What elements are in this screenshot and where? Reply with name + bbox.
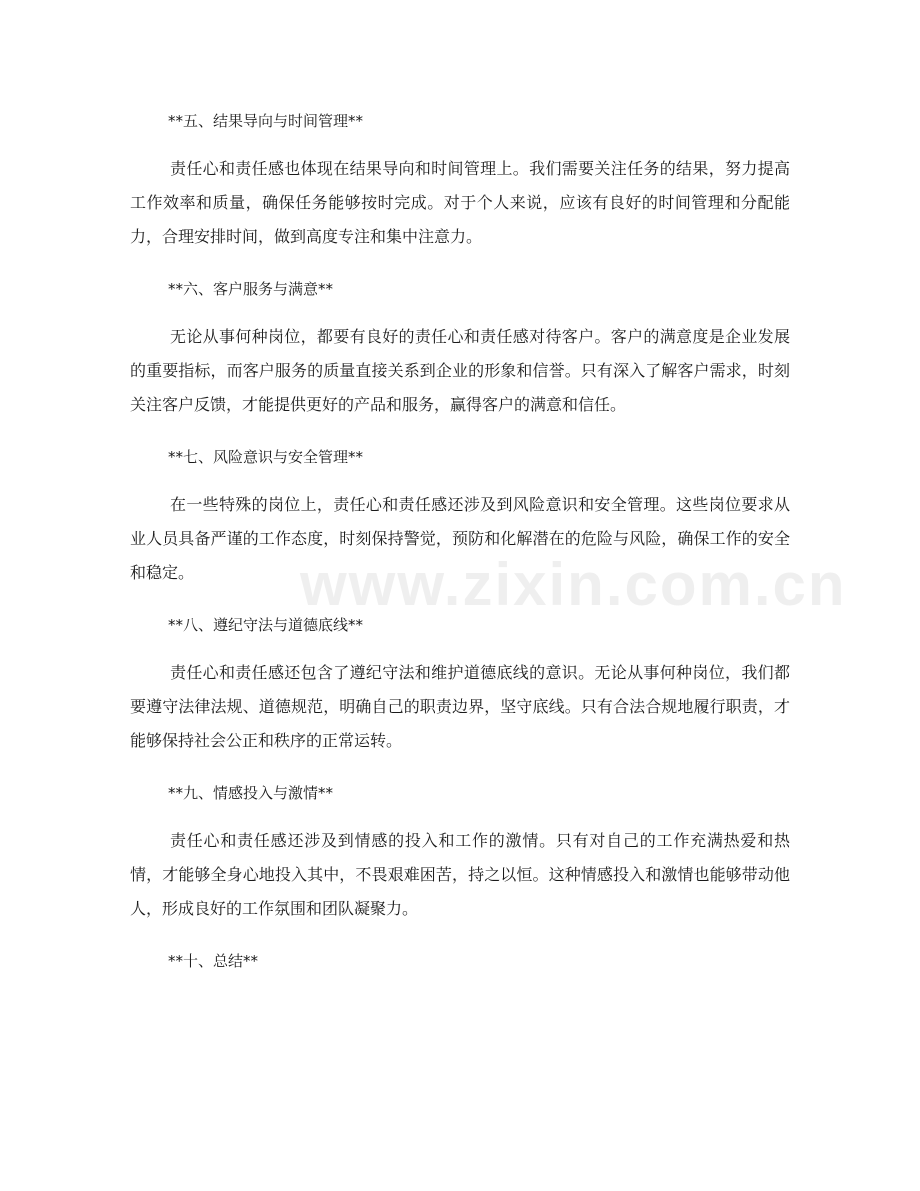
- watermark-text: www.zixin.com.cn: [300, 551, 847, 618]
- section-paragraph-9: 责任心和责任感还涉及到情感的投入和工作的激情。只有对自己的工作充满热爱和热情，才能够全身心地投入其中，不畏艰难困苦，持之以恒。这种情感投入和激情也能够带动他人，形成良好的工作氛围和团队凝聚力。: [130, 831, 790, 918]
- section-heading-8: **八、遵纪守法与道德底线**: [168, 616, 364, 634]
- section-paragraph-5: 责任心和责任感也体现在结果导向和时间管理上。我们需要关注任务的结果，努力提高工作效率和质量，确保任务能够按时完成。对于个人来说，应该有良好的时间管理和分配能力，合理安排时间，做到高度专注和集中注意力。: [130, 159, 790, 246]
- section-paragraph-8: 责任心和责任感还包含了遵纪守法和维护道德底线的意识。无论从事何种岗位，我们都要遵守法律法规、道德规范，明确自己的职责边界，坚守底线。只有合法合规地履行职责，才能够保持社会公正和秩序的正常运转。: [130, 663, 790, 750]
- section-heading-5: **五、结果导向与时间管理**: [168, 112, 364, 130]
- section-heading-6: **六、客户服务与满意**: [168, 280, 334, 298]
- section-paragraph-6: 无论从事何种岗位，都要有良好的责任心和责任感对待客户。客户的满意度是企业发展的重要指标，而客户服务的质量直接关系到企业的形象和信誉。只有深入了解客户需求，时刻关注客户反馈，才能提供更好的产品和服务，赢得客户的满意和信任。: [130, 327, 790, 414]
- document-body: [130, 104, 790, 992]
- section-heading-7: **七、风险意识与安全管理**: [168, 448, 364, 466]
- section-heading-9: **九、情感投入与激情**: [168, 784, 334, 802]
- section-paragraph-7: 在一些特殊的岗位上，责任心和责任感还涉及到风险意识和安全管理。这些岗位要求从业人员具备严谨的工作态度，时刻保持警觉，预防和化解潜在的危险与风险，确保工作的安全和稳定。: [130, 495, 790, 582]
- section-heading-10: **十、总结**: [168, 952, 259, 970]
